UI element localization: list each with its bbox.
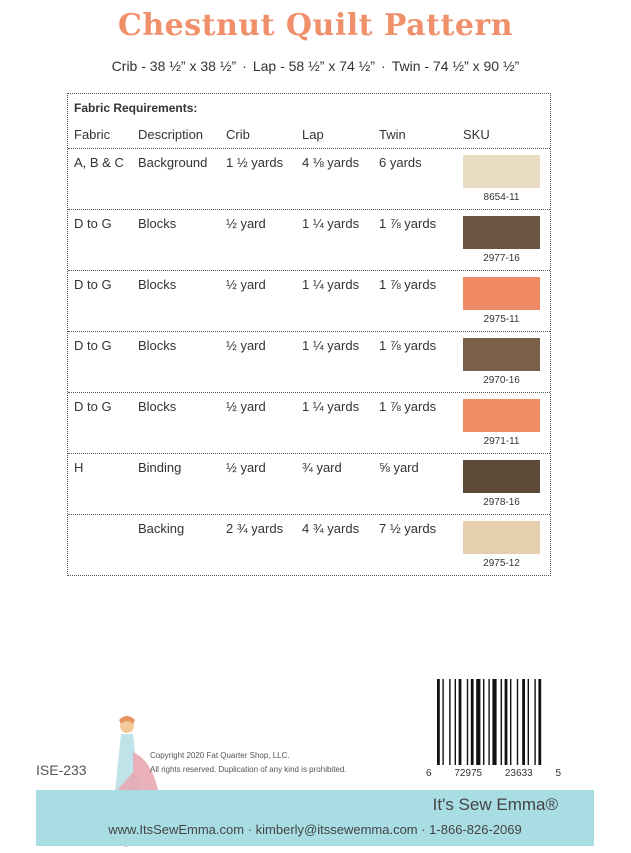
cell-twin: ⅝ yard	[379, 460, 419, 475]
table-row	[68, 514, 550, 576]
cell-fabric: H	[74, 460, 84, 475]
cell-crib: ½ yard	[226, 460, 266, 475]
table-row	[68, 331, 550, 393]
size-separator: ·	[381, 58, 386, 74]
fabric-swatch	[463, 277, 540, 310]
cell-description: Background	[138, 155, 208, 170]
barcode-digit-1: 6	[426, 768, 432, 779]
fabric-swatch	[463, 155, 540, 188]
barcode-bar	[483, 679, 484, 765]
fabric-requirements-table	[67, 93, 551, 576]
cell-crib: 2 ¾ yards	[226, 521, 284, 536]
cell-description: Blocks	[138, 338, 177, 353]
barcode-bar	[488, 679, 489, 765]
barcode-bar	[505, 679, 508, 765]
barcode-bar	[492, 679, 496, 765]
fabric-swatch	[463, 460, 540, 493]
barcode-bar	[467, 679, 468, 765]
barcode-bar	[476, 679, 480, 765]
barcode-bar	[528, 679, 529, 765]
table-row	[68, 209, 550, 271]
size-twin: Twin - 74 ½” x 90 ½”	[391, 58, 520, 74]
cell-fabric: A, B & C	[74, 155, 124, 170]
barcode-bar	[442, 679, 443, 765]
header-description: Description	[138, 127, 204, 142]
cell-twin: 1 ⅞ yards	[379, 216, 437, 231]
fabric-swatch	[463, 521, 540, 554]
cell-twin: 1 ⅞ yards	[379, 338, 437, 353]
cell-twin: 7 ½ yards	[379, 521, 437, 536]
cell-lap: 1 ¼ yards	[302, 338, 360, 353]
cell-twin: 6 yards	[379, 155, 422, 170]
cell-lap: 1 ¼ yards	[302, 216, 360, 231]
cell-description: Backing	[138, 521, 185, 536]
cell-sku: 2977-16	[483, 253, 520, 264]
header-lap: Lap	[302, 127, 324, 142]
barcode-bar	[437, 679, 440, 765]
cell-description: Blocks	[138, 399, 177, 414]
fabric-swatch	[463, 399, 540, 432]
cell-sku: 8654-11	[483, 192, 520, 203]
header-sku: SKU	[463, 127, 490, 142]
fabric-swatch	[463, 216, 540, 249]
header-fabric: Fabric	[74, 127, 111, 142]
quilt-sizes	[0, 58, 631, 74]
cell-twin: 1 ⅞ yards	[379, 277, 437, 292]
cell-fabric: D to G	[74, 399, 112, 414]
cell-sku: 2978-16	[483, 497, 520, 508]
table-row	[68, 148, 550, 210]
cell-fabric: D to G	[74, 338, 112, 353]
cell-sku: 2970-16	[483, 375, 520, 386]
cell-description: Blocks	[138, 216, 177, 231]
cell-fabric: D to G	[74, 277, 112, 292]
barcode-digit-3: 23633	[504, 768, 533, 779]
footer-banner	[36, 790, 594, 846]
table-title: Fabric Requirements:	[74, 101, 198, 115]
size-lap: Lap - 58 ½” x 74 ½”	[252, 58, 376, 74]
brand-name: It's Sew Emma®	[432, 795, 558, 814]
header-twin: Twin	[379, 127, 406, 142]
size-separator: ·	[242, 58, 247, 74]
cell-fabric: D to G	[74, 216, 112, 231]
barcode-digits	[426, 768, 561, 779]
barcode-bar	[517, 679, 518, 765]
barcode-bar	[522, 679, 525, 765]
cell-description: Binding	[138, 460, 182, 475]
cell-lap: 1 ¼ yards	[302, 277, 360, 292]
barcode-bar	[510, 679, 511, 765]
copyright-line-2: All rights reserved. Duplication of any kind is prohibited.	[150, 765, 347, 774]
table-row	[68, 392, 550, 454]
barcode	[437, 679, 555, 765]
cell-crib: ½ yard	[226, 338, 266, 353]
contact-info: www.ItsSewEmma.com · kimberly@itssewemma.com · 1-866-826-2069	[108, 822, 522, 837]
barcode-bar	[534, 679, 535, 765]
copyright-line-1: Copyright 2020 Fat Quarter Shop, LLC.	[150, 751, 290, 760]
cell-crib: ½ yard	[226, 216, 266, 231]
cell-description: Blocks	[138, 277, 177, 292]
fabric-swatch	[463, 338, 540, 371]
cell-sku: 2975-12	[483, 558, 520, 569]
cell-lap: 4 ¾ yards	[302, 521, 360, 536]
cell-lap: 1 ¼ yards	[302, 399, 360, 414]
cell-crib: ½ yard	[226, 277, 266, 292]
cell-sku: 2971-11	[483, 436, 520, 447]
table-row	[68, 270, 550, 332]
barcode-bar	[501, 679, 502, 765]
barcode-digit-4: 5	[555, 768, 561, 779]
barcode-bar	[538, 679, 541, 765]
cell-crib: ½ yard	[226, 399, 266, 414]
cell-sku: 2975-11	[483, 314, 520, 325]
pattern-code: ISE-233	[36, 762, 87, 778]
cell-twin: 1 ⅞ yards	[379, 399, 437, 414]
barcode-bar	[471, 679, 474, 765]
cell-lap: ¾ yard	[302, 460, 342, 475]
barcode-digit-2: 72975	[454, 768, 483, 779]
barcode-bar	[449, 679, 450, 765]
table-row	[68, 453, 550, 515]
copyright	[150, 749, 347, 777]
header-crib: Crib	[226, 127, 250, 142]
barcode-bar	[459, 679, 462, 765]
barcode-bar	[455, 679, 456, 765]
cell-lap: 4 ⅛ yards	[302, 155, 360, 170]
cell-crib: 1 ½ yards	[226, 155, 284, 170]
size-crib: Crib - 38 ½” x 38 ½”	[111, 58, 237, 74]
page-title: Chestnut Quilt Pattern	[117, 8, 514, 43]
